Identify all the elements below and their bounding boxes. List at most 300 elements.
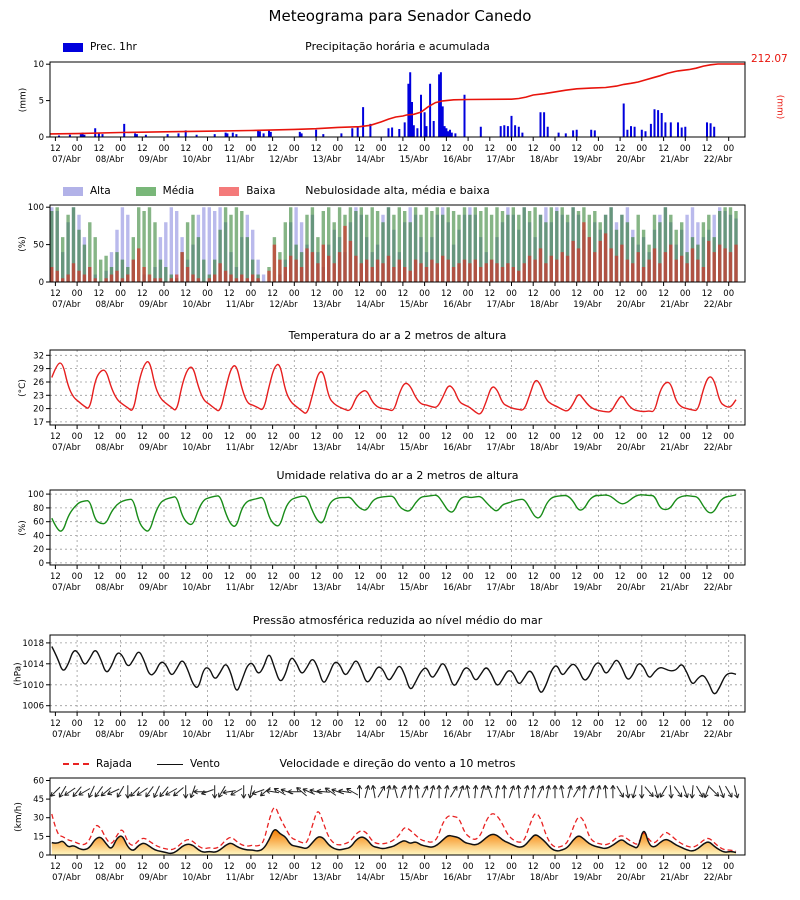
svg-text:10/Abr: 10/Abr	[182, 730, 211, 740]
svg-text:00: 00	[158, 572, 170, 582]
svg-text:12: 12	[658, 289, 670, 299]
svg-text:00: 00	[375, 862, 387, 872]
svg-text:00: 00	[636, 862, 648, 872]
svg-text:08/Abr: 08/Abr	[95, 300, 124, 310]
svg-text:12: 12	[571, 432, 583, 442]
svg-text:00: 00	[245, 289, 257, 299]
svg-text:23: 23	[33, 391, 44, 402]
svg-text:09/Abr: 09/Abr	[139, 443, 168, 453]
svg-text:14/Abr: 14/Abr	[356, 873, 385, 883]
svg-text:00: 00	[71, 144, 83, 154]
svg-text:18/Abr: 18/Abr	[529, 300, 559, 310]
svg-text:17/Abr: 17/Abr	[486, 300, 515, 310]
panel-title-wind: Velocidade e direção do vento a 10 metros	[279, 757, 516, 770]
svg-text:12: 12	[49, 862, 61, 872]
svg-text:12: 12	[93, 144, 105, 154]
svg-text:12: 12	[354, 144, 365, 154]
legend-cloudiness	[63, 185, 293, 197]
svg-text:00: 00	[115, 572, 127, 582]
svg-text:21/Abr: 21/Abr	[660, 583, 689, 593]
svg-text:19/Abr: 19/Abr	[573, 730, 602, 740]
svg-text:22/Abr: 22/Abr	[703, 873, 733, 883]
rajada-label: Rajada	[96, 758, 132, 770]
svg-text:00: 00	[419, 144, 431, 154]
svg-text:09/Abr: 09/Abr	[139, 583, 168, 593]
svg-text:22/Abr: 22/Abr	[703, 730, 733, 740]
svg-text:12: 12	[354, 572, 365, 582]
svg-text:00: 00	[592, 289, 604, 299]
svg-text:17/Abr: 17/Abr	[486, 730, 515, 740]
svg-text:17/Abr: 17/Abr	[486, 873, 515, 883]
svg-text:08/Abr: 08/Abr	[95, 583, 124, 593]
svg-text:07/Abr: 07/Abr	[52, 730, 81, 740]
svg-text:20/Abr: 20/Abr	[616, 873, 646, 883]
svg-text:00: 00	[506, 862, 517, 872]
svg-text:00: 00	[115, 432, 127, 442]
svg-text:12: 12	[136, 432, 148, 442]
svg-text:16/Abr: 16/Abr	[443, 730, 472, 740]
svg-text:16/Abr: 16/Abr	[443, 443, 472, 453]
svg-text:0: 0	[38, 133, 44, 143]
svg-text:12: 12	[614, 719, 626, 729]
ylabel-temperature: (°C)	[18, 378, 28, 397]
svg-text:12: 12	[397, 432, 409, 442]
svg-text:12: 12	[571, 862, 583, 872]
svg-text:00: 00	[679, 719, 691, 729]
svg-text:12: 12	[484, 144, 496, 154]
svg-text:00: 00	[332, 572, 344, 582]
svg-text:100: 100	[27, 203, 44, 214]
svg-text:00: 00	[288, 432, 300, 442]
svg-text:13/Abr: 13/Abr	[312, 730, 342, 740]
svg-text:12: 12	[397, 289, 409, 299]
svg-text:00: 00	[549, 862, 561, 872]
svg-text:12: 12	[527, 572, 539, 582]
svg-text:12: 12	[527, 144, 539, 154]
svg-text:20: 20	[33, 404, 44, 415]
svg-text:00: 00	[549, 289, 561, 299]
rajada-line-swatch	[63, 763, 89, 765]
svg-text:00: 00	[158, 432, 170, 442]
svg-text:00: 00	[71, 432, 83, 442]
svg-text:15/Abr: 15/Abr	[399, 155, 428, 165]
svg-text:40: 40	[33, 531, 44, 542]
svg-text:19/Abr: 19/Abr	[573, 300, 602, 310]
svg-text:12: 12	[571, 144, 583, 154]
ylabel-cloudiness: (%)	[18, 235, 29, 252]
svg-text:00: 00	[332, 289, 344, 299]
svg-text:00: 00	[245, 862, 257, 872]
media-swatch	[136, 187, 156, 196]
accumulated-total-annotation: 212.07	[751, 53, 788, 65]
svg-text:100: 100	[27, 490, 44, 501]
svg-text:17: 17	[33, 417, 44, 428]
prec-1hr-label: Prec. 1hr	[90, 41, 137, 53]
svg-text:00: 00	[462, 289, 474, 299]
svg-text:1006: 1006	[22, 701, 44, 712]
svg-text:15/Abr: 15/Abr	[399, 873, 428, 883]
svg-text:00: 00	[506, 432, 517, 442]
svg-text:18/Abr: 18/Abr	[529, 583, 559, 593]
svg-text:12: 12	[571, 719, 583, 729]
svg-text:12: 12	[310, 289, 322, 299]
svg-text:13/Abr: 13/Abr	[312, 443, 342, 453]
svg-text:20/Abr: 20/Abr	[616, 730, 646, 740]
svg-text:00: 00	[158, 719, 170, 729]
svg-text:12: 12	[223, 862, 235, 872]
svg-text:00: 00	[202, 144, 213, 154]
svg-text:21/Abr: 21/Abr	[660, 443, 689, 453]
svg-text:00: 00	[158, 144, 170, 154]
svg-text:00: 00	[288, 144, 300, 154]
svg-text:12: 12	[267, 289, 279, 299]
svg-text:00: 00	[202, 862, 213, 872]
svg-text:00: 00	[462, 572, 474, 582]
svg-text:00: 00	[158, 289, 170, 299]
svg-text:12: 12	[397, 862, 409, 872]
svg-text:09/Abr: 09/Abr	[139, 300, 168, 310]
svg-text:20/Abr: 20/Abr	[616, 443, 646, 453]
svg-text:00: 00	[375, 144, 387, 154]
svg-text:12/Abr: 12/Abr	[269, 300, 298, 310]
svg-text:12: 12	[354, 719, 365, 729]
svg-text:00: 00	[419, 719, 431, 729]
svg-text:00: 00	[419, 572, 431, 582]
svg-text:12: 12	[223, 289, 235, 299]
svg-text:12: 12	[267, 432, 279, 442]
svg-text:00: 00	[202, 572, 213, 582]
svg-text:50: 50	[33, 240, 44, 251]
svg-text:00: 00	[549, 432, 561, 442]
svg-text:00: 00	[202, 719, 213, 729]
svg-text:00: 00	[419, 862, 431, 872]
svg-text:12: 12	[49, 144, 61, 154]
svg-text:00: 00	[506, 144, 517, 154]
svg-text:21/Abr: 21/Abr	[660, 300, 689, 310]
svg-text:12: 12	[267, 862, 279, 872]
svg-text:12: 12	[658, 432, 670, 442]
svg-text:10/Abr: 10/Abr	[182, 155, 211, 165]
svg-text:12/Abr: 12/Abr	[269, 730, 298, 740]
svg-text:12: 12	[484, 862, 496, 872]
svg-text:12: 12	[180, 719, 192, 729]
svg-text:18/Abr: 18/Abr	[529, 730, 559, 740]
svg-text:14/Abr: 14/Abr	[356, 443, 385, 453]
svg-text:12/Abr: 12/Abr	[269, 443, 298, 453]
svg-text:00: 00	[419, 289, 431, 299]
svg-text:20/Abr: 20/Abr	[616, 583, 646, 593]
svg-text:14/Abr: 14/Abr	[356, 155, 385, 165]
svg-text:00: 00	[506, 572, 517, 582]
svg-text:00: 00	[723, 862, 735, 872]
svg-text:12: 12	[614, 289, 626, 299]
svg-text:11/Abr: 11/Abr	[225, 583, 255, 593]
svg-text:19/Abr: 19/Abr	[573, 155, 602, 165]
svg-text:00: 00	[549, 144, 561, 154]
svg-text:00: 00	[462, 432, 474, 442]
svg-text:45: 45	[33, 795, 44, 806]
svg-text:12: 12	[527, 432, 539, 442]
svg-text:12: 12	[136, 289, 148, 299]
svg-text:12: 12	[267, 144, 279, 154]
svg-text:00: 00	[288, 289, 300, 299]
svg-text:07/Abr: 07/Abr	[52, 155, 81, 165]
svg-text:15/Abr: 15/Abr	[399, 583, 428, 593]
svg-text:12: 12	[93, 719, 105, 729]
svg-text:12: 12	[484, 289, 496, 299]
svg-text:00: 00	[549, 572, 561, 582]
svg-text:08/Abr: 08/Abr	[95, 730, 124, 740]
vento-label: Vento	[189, 758, 220, 770]
svg-text:12: 12	[614, 862, 626, 872]
svg-text:21/Abr: 21/Abr	[660, 730, 689, 740]
svg-text:11/Abr: 11/Abr	[225, 730, 255, 740]
svg-text:08/Abr: 08/Abr	[95, 443, 124, 453]
svg-text:12: 12	[440, 572, 452, 582]
svg-text:16/Abr: 16/Abr	[443, 583, 472, 593]
svg-text:12: 12	[180, 144, 192, 154]
svg-text:22/Abr: 22/Abr	[703, 300, 733, 310]
ylabel-precipitation: (mm)	[18, 87, 28, 112]
svg-text:22/Abr: 22/Abr	[703, 583, 733, 593]
svg-text:12: 12	[701, 289, 713, 299]
svg-text:12: 12	[267, 572, 279, 582]
svg-text:12: 12	[701, 432, 713, 442]
svg-text:12: 12	[49, 432, 61, 442]
svg-text:5: 5	[38, 96, 44, 107]
svg-text:00: 00	[115, 862, 127, 872]
svg-text:12: 12	[614, 432, 626, 442]
svg-text:12: 12	[440, 862, 452, 872]
svg-text:12: 12	[93, 862, 105, 872]
svg-text:13/Abr: 13/Abr	[312, 873, 342, 883]
svg-text:16/Abr: 16/Abr	[443, 873, 472, 883]
svg-text:00: 00	[375, 289, 387, 299]
svg-text:12: 12	[223, 144, 235, 154]
svg-text:07/Abr: 07/Abr	[52, 300, 81, 310]
svg-text:22/Abr: 22/Abr	[703, 443, 733, 453]
svg-text:12: 12	[527, 289, 539, 299]
svg-text:10/Abr: 10/Abr	[182, 443, 211, 453]
svg-text:15/Abr: 15/Abr	[399, 443, 428, 453]
svg-text:15: 15	[33, 832, 44, 843]
svg-text:12: 12	[701, 572, 713, 582]
svg-text:12: 12	[310, 432, 322, 442]
svg-text:0: 0	[38, 558, 44, 569]
svg-text:12: 12	[49, 719, 61, 729]
svg-text:00: 00	[679, 862, 691, 872]
svg-text:80: 80	[33, 503, 44, 514]
svg-text:11/Abr: 11/Abr	[225, 443, 255, 453]
svg-text:00: 00	[115, 289, 127, 299]
svg-text:11/Abr: 11/Abr	[225, 155, 255, 165]
svg-text:12: 12	[397, 144, 409, 154]
svg-text:00: 00	[288, 572, 300, 582]
svg-text:17/Abr: 17/Abr	[486, 583, 515, 593]
svg-text:0: 0	[38, 278, 44, 288]
svg-text:09/Abr: 09/Abr	[139, 730, 168, 740]
svg-text:18/Abr: 18/Abr	[529, 443, 559, 453]
svg-text:00: 00	[71, 719, 83, 729]
svg-text:12/Abr: 12/Abr	[269, 873, 298, 883]
svg-text:0: 0	[38, 851, 44, 861]
svg-text:00: 00	[723, 289, 735, 299]
svg-text:18/Abr: 18/Abr	[529, 155, 559, 165]
svg-text:12: 12	[440, 432, 452, 442]
svg-text:12: 12	[658, 862, 670, 872]
svg-text:15/Abr: 15/Abr	[399, 300, 428, 310]
svg-text:12: 12	[310, 719, 322, 729]
svg-text:00: 00	[375, 719, 387, 729]
svg-text:12: 12	[440, 719, 452, 729]
svg-text:00: 00	[71, 572, 83, 582]
svg-text:12: 12	[484, 719, 496, 729]
svg-text:60: 60	[33, 517, 44, 528]
svg-text:00: 00	[375, 432, 387, 442]
svg-text:14/Abr: 14/Abr	[356, 730, 385, 740]
svg-text:00: 00	[723, 432, 735, 442]
svg-text:00: 00	[115, 719, 127, 729]
svg-text:00: 00	[592, 719, 604, 729]
svg-text:12: 12	[267, 719, 279, 729]
svg-text:10/Abr: 10/Abr	[182, 300, 211, 310]
svg-text:00: 00	[636, 144, 648, 154]
svg-text:16/Abr: 16/Abr	[443, 155, 472, 165]
svg-text:00: 00	[288, 862, 300, 872]
prec-1hr-swatch	[63, 43, 83, 52]
svg-text:09/Abr: 09/Abr	[139, 155, 168, 165]
svg-text:13/Abr: 13/Abr	[312, 583, 342, 593]
svg-text:00: 00	[202, 432, 213, 442]
svg-text:12: 12	[136, 719, 148, 729]
svg-text:00: 00	[636, 289, 648, 299]
svg-text:00: 00	[419, 432, 431, 442]
svg-text:20/Abr: 20/Abr	[616, 155, 646, 165]
svg-text:21/Abr: 21/Abr	[660, 155, 689, 165]
svg-text:21/Abr: 21/Abr	[660, 873, 689, 883]
svg-text:00: 00	[332, 432, 344, 442]
svg-text:08/Abr: 08/Abr	[95, 155, 124, 165]
svg-text:12: 12	[354, 432, 365, 442]
svg-text:29: 29	[33, 364, 44, 375]
svg-text:12: 12	[658, 719, 670, 729]
svg-text:12/Abr: 12/Abr	[269, 583, 298, 593]
svg-text:12: 12	[93, 289, 105, 299]
svg-text:00: 00	[636, 719, 648, 729]
ylabel-pressure: (hPa)	[14, 661, 25, 686]
svg-text:00: 00	[332, 862, 344, 872]
svg-text:22/Abr: 22/Abr	[703, 155, 733, 165]
svg-text:00: 00	[332, 719, 344, 729]
svg-text:00: 00	[202, 289, 213, 299]
svg-text:12: 12	[223, 719, 235, 729]
svg-text:00: 00	[679, 144, 691, 154]
svg-text:00: 00	[723, 572, 735, 582]
svg-text:00: 00	[245, 572, 257, 582]
svg-text:1014: 1014	[22, 659, 44, 670]
svg-text:12: 12	[180, 289, 192, 299]
svg-text:12: 12	[310, 862, 322, 872]
svg-text:20: 20	[33, 545, 44, 556]
ylabel-wind: (km/h)	[14, 801, 24, 832]
svg-text:12: 12	[658, 572, 670, 582]
svg-text:26: 26	[33, 378, 44, 388]
svg-text:11/Abr: 11/Abr	[225, 873, 255, 883]
svg-text:08/Abr: 08/Abr	[95, 873, 124, 883]
svg-text:14/Abr: 14/Abr	[356, 583, 385, 593]
svg-text:30: 30	[33, 813, 44, 824]
svg-text:12: 12	[49, 572, 61, 582]
svg-text:12: 12	[484, 572, 496, 582]
svg-text:00: 00	[723, 144, 735, 154]
svg-text:00: 00	[245, 144, 257, 154]
svg-text:1010: 1010	[22, 680, 44, 691]
svg-text:12: 12	[136, 144, 148, 154]
svg-text:10: 10	[33, 60, 44, 71]
svg-text:00: 00	[71, 862, 83, 872]
svg-text:60: 60	[33, 776, 44, 787]
svg-text:07/Abr: 07/Abr	[52, 873, 81, 883]
svg-text:00: 00	[375, 572, 387, 582]
svg-text:00: 00	[115, 144, 127, 154]
svg-text:12: 12	[180, 862, 192, 872]
svg-text:00: 00	[506, 289, 517, 299]
svg-text:00: 00	[245, 432, 257, 442]
legend-wind	[63, 758, 238, 770]
svg-text:18/Abr: 18/Abr	[529, 873, 559, 883]
svg-text:19/Abr: 19/Abr	[573, 443, 602, 453]
svg-text:1018: 1018	[22, 638, 44, 649]
svg-text:20/Abr: 20/Abr	[616, 300, 646, 310]
svg-text:32: 32	[33, 351, 44, 362]
svg-text:00: 00	[245, 719, 257, 729]
svg-text:12: 12	[354, 862, 365, 872]
svg-text:12: 12	[223, 432, 235, 442]
vento-line-swatch	[157, 764, 183, 765]
svg-text:17/Abr: 17/Abr	[486, 443, 515, 453]
svg-text:00: 00	[592, 144, 604, 154]
svg-text:13/Abr: 13/Abr	[312, 155, 342, 165]
svg-text:12: 12	[614, 572, 626, 582]
svg-text:12: 12	[397, 719, 409, 729]
svg-text:12: 12	[93, 572, 105, 582]
svg-text:12: 12	[223, 572, 235, 582]
svg-text:12: 12	[527, 862, 539, 872]
svg-text:07/Abr: 07/Abr	[52, 443, 81, 453]
baixa-swatch	[219, 187, 239, 196]
svg-text:00: 00	[636, 572, 648, 582]
svg-text:00: 00	[462, 719, 474, 729]
svg-text:15/Abr: 15/Abr	[399, 730, 428, 740]
panel-title-temperature: Temperatura do ar a 2 metros de altura	[288, 329, 507, 342]
svg-text:00: 00	[549, 719, 561, 729]
svg-text:00: 00	[592, 572, 604, 582]
svg-text:10/Abr: 10/Abr	[182, 583, 211, 593]
svg-text:00: 00	[462, 862, 474, 872]
svg-text:00: 00	[679, 572, 691, 582]
ylabel-accumulated-right: (mm)	[774, 94, 784, 120]
svg-text:14/Abr: 14/Abr	[356, 300, 385, 310]
svg-text:12: 12	[701, 719, 713, 729]
svg-text:00: 00	[679, 289, 691, 299]
svg-text:12: 12	[484, 432, 496, 442]
svg-text:10/Abr: 10/Abr	[182, 873, 211, 883]
panel-title-cloudiness: Nebulosidade alta, média e baixa	[305, 184, 490, 197]
panel-title-precipitation: Precipitação horária e acumulada	[305, 40, 490, 53]
svg-text:12: 12	[440, 289, 452, 299]
svg-text:12: 12	[397, 572, 409, 582]
figure-title: Meteograma para Senador Canedo	[268, 7, 532, 25]
